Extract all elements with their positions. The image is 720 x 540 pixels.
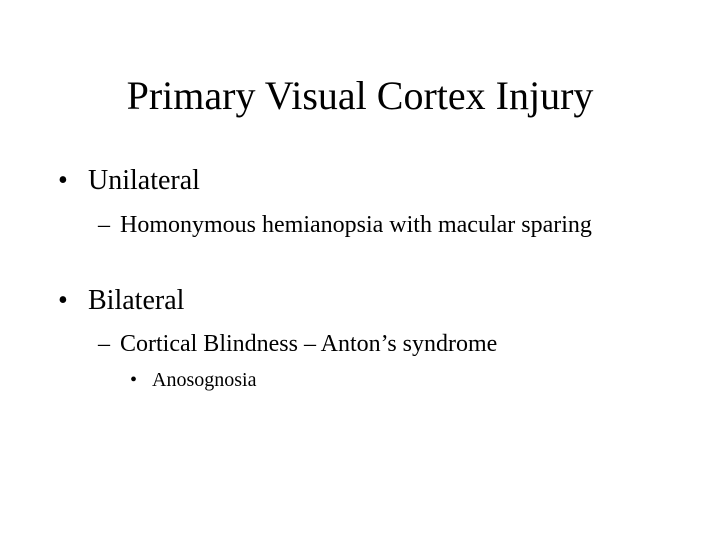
sub-sub-item-label: Anosognosia <box>152 369 257 391</box>
dash-icon: – <box>98 331 110 357</box>
sub-item-label: Homonymous hemianopsia with macular sparing <box>120 212 592 238</box>
bullet-icon: • <box>58 285 68 316</box>
slide-title: Primary Visual Cortex Injury <box>126 73 594 118</box>
bullet-item-label: Unilateral <box>88 165 200 196</box>
dash-icon: – <box>98 212 110 238</box>
bullet-icon: • <box>58 165 68 196</box>
sub-item-label: Cortical Blindness – Anton’s syndrome <box>120 331 498 357</box>
bullet-item-label: Bilateral <box>88 285 185 316</box>
bullet-icon: • <box>130 369 138 391</box>
